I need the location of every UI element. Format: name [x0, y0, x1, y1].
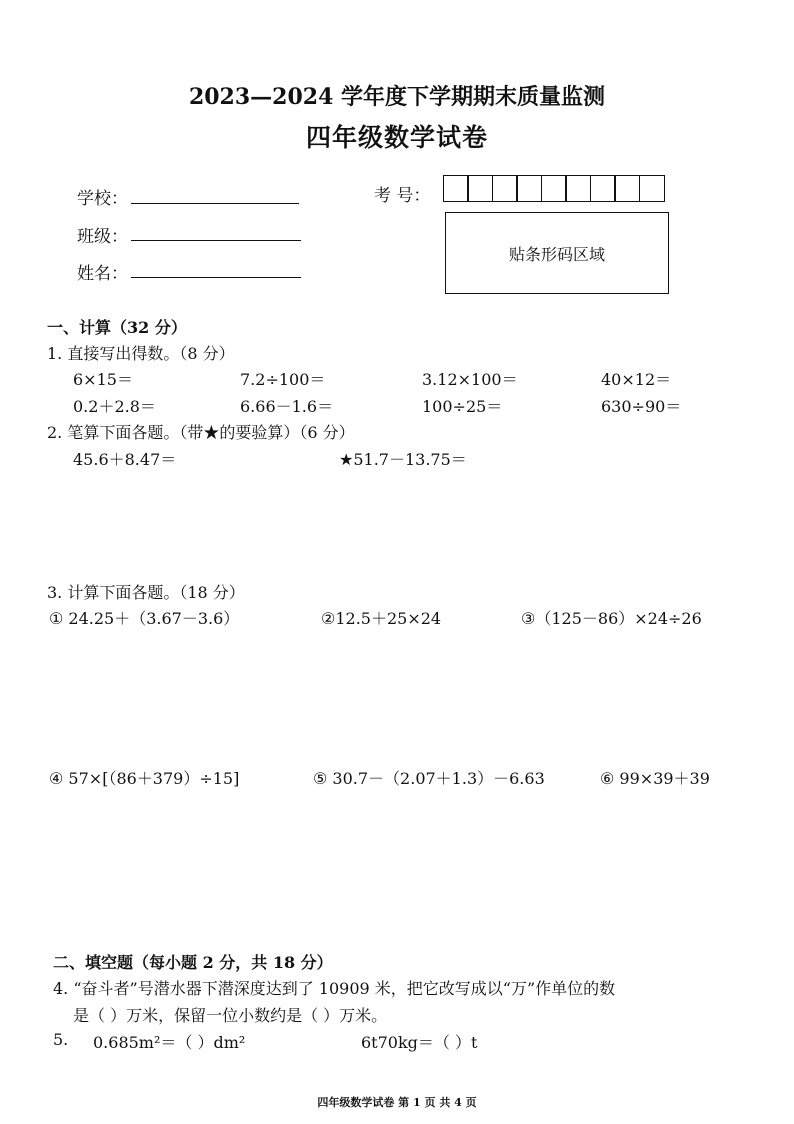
- exam-number-box[interactable]: [590, 175, 616, 202]
- q4-line1: 4. “奋斗者”号潜水器下潜深度达到了 10909 米，把它改写成以“万”作单位的数: [53, 979, 616, 998]
- exam-number-box[interactable]: [565, 175, 591, 202]
- exam-number-box[interactable]: [492, 175, 518, 202]
- q1-item: 6.66－1.6＝: [240, 397, 334, 416]
- exam-number-box[interactable]: [639, 175, 665, 202]
- section1-title: 一、计算（32 分）: [47, 318, 187, 337]
- exam-number-box[interactable]: [516, 175, 542, 202]
- section2-title: 二、填空题（每小题 2 分，共 18 分）: [53, 953, 333, 972]
- barcode-label: 贴条形码区域: [508, 244, 605, 264]
- exam-subtitle: 四年级数学试卷: [305, 123, 488, 152]
- q5-number: 5.: [53, 1030, 69, 1049]
- exam-number-box[interactable]: [467, 175, 493, 202]
- q3-item: ⑥ 99×39＋39: [600, 769, 710, 788]
- q1-title: 1. 直接写出得数。（8 分）: [47, 344, 235, 363]
- class-field[interactable]: [131, 240, 301, 241]
- exam-number-label: 考 号：: [374, 186, 431, 206]
- exam-title: 2023—2024 学年度下学期期末质量监测: [188, 84, 606, 110]
- q2-item: ★51.7－13.75＝: [339, 450, 467, 469]
- school-field[interactable]: [131, 203, 299, 204]
- exam-number-box[interactable]: [614, 175, 640, 202]
- q3-item: ⑤ 30.7－（2.07＋1.3）－6.63: [313, 769, 545, 788]
- school-label: 学校：: [77, 189, 128, 209]
- q3-item: ④ 57×[（86＋379）÷15]: [49, 769, 240, 788]
- q1-item: 100÷25＝: [422, 397, 503, 416]
- q1-item: 3.12×100＝: [422, 370, 518, 389]
- q3-item: ① 24.25＋（3.67－3.6）: [49, 609, 240, 628]
- q1-item: 6×15＝: [73, 370, 133, 389]
- class-label: 班级：: [77, 227, 128, 247]
- q3-item: ③（125－86）×24÷26: [521, 609, 702, 628]
- q2-item: 45.6＋8.47＝: [73, 450, 177, 469]
- q4-line2: 是（ ）万米，保留一位小数约是（ ）万米。: [73, 1006, 388, 1025]
- exam-number-box[interactable]: [443, 175, 469, 202]
- q5-part-a: 0.685m²＝（ ）dm²: [93, 1033, 246, 1052]
- q1-item: 0.2＋2.8＝: [73, 397, 156, 416]
- exam-number-box[interactable]: [541, 175, 567, 202]
- page-footer: 四年级数学试卷 第 1 页 共 4 页: [317, 1096, 477, 1109]
- exam-number-boxes[interactable]: [444, 175, 665, 202]
- q2-title: 2. 笔算下面各题。（带★的要验算）（6 分）: [47, 423, 355, 442]
- barcode-area: [445, 212, 669, 294]
- q3-title: 3. 计算下面各题。（18 分）: [47, 583, 245, 602]
- q1-item: 40×12＝: [601, 370, 672, 389]
- name-field[interactable]: [131, 277, 301, 278]
- q3-item: ②12.5＋25×24: [321, 609, 442, 628]
- q1-item: 7.2÷100＝: [240, 370, 326, 389]
- name-label: 姓名：: [77, 264, 128, 284]
- q1-item: 630÷90＝: [601, 397, 682, 416]
- q5-part-b: 6t70kg＝（ ）t: [361, 1033, 478, 1052]
